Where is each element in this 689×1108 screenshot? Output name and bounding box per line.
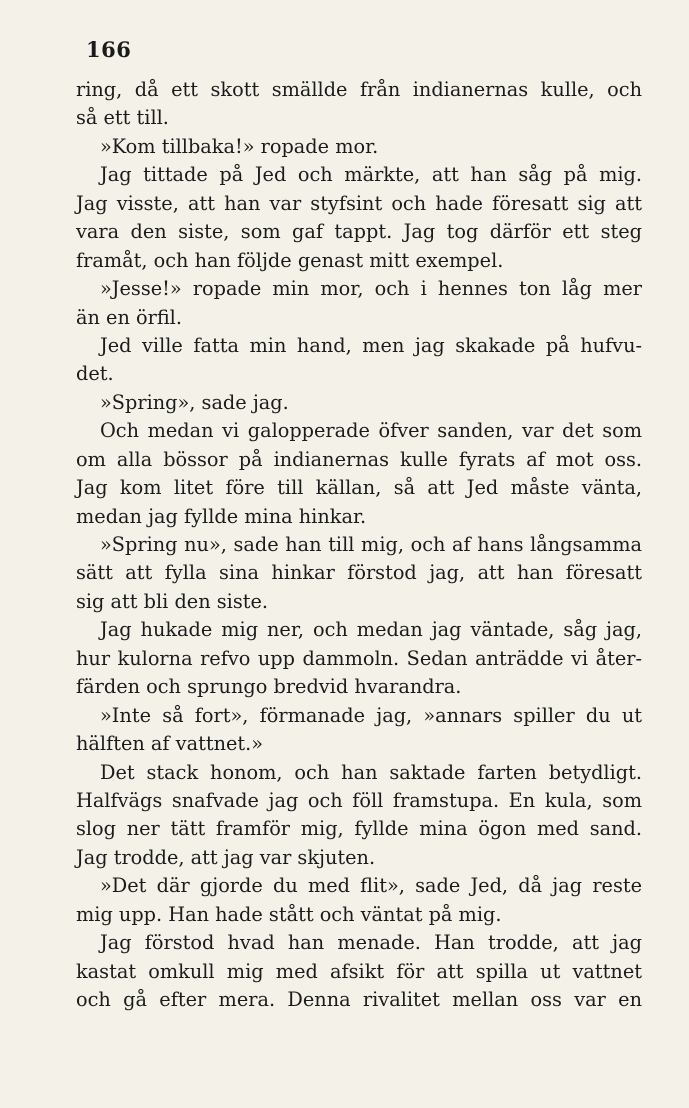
text-line: ring, då ett skott smällde från indianernas kulle, och	[76, 78, 642, 101]
text-line: sig att bli den siste.	[76, 589, 269, 613]
text-line: sätt att fylla sina hinkar förstod jag, att han föresatt	[76, 561, 642, 585]
text-line: Jed ville fatta min hand, men jag skakade på hufvu-	[100, 333, 642, 357]
text-line: »Jesse!» ropade min mor, och i hennes ton låg mer	[100, 277, 642, 301]
text-line: om alla bössor på indianernas kulle fyrats af mot oss.	[76, 447, 642, 471]
text-line: vara den siste, som gaf tappt. Jag tog därför ett steg	[76, 220, 642, 244]
text-line: så ett till.	[76, 106, 169, 130]
text-line: slog ner tätt framför mig, fyllde mina ögon med sand.	[76, 817, 642, 841]
text-line: mig upp. Han hade stått och väntat på mig.	[76, 902, 502, 926]
body-text	[76, 76, 642, 1014]
text-line: Jag tittade på Jed och märkte, att han såg på mig.	[100, 163, 642, 187]
text-line: än en örfil.	[76, 305, 182, 329]
text-line: färden och sprungo bredvid hvarandra.	[76, 675, 462, 699]
text-line: »Spring», sade jag.	[100, 390, 289, 414]
page-number: 166	[86, 37, 132, 62]
text-line: framåt, och han följde genast mitt exempel.	[76, 248, 504, 272]
text-line: Jag trodde, att jag var skjuten.	[76, 845, 376, 869]
text-line: Jag förstod hvad han menade. Han trodde, att jag	[100, 931, 642, 955]
text-line: Det stack honom, och han saktade farten betydligt.	[100, 760, 642, 784]
text-line: Jag hukade mig ner, och medan jag väntade, såg jag,	[100, 618, 642, 642]
text-line: Jag visste, att han var styfsint och hade föresatt sig att	[76, 191, 642, 215]
text-line: och gå efter mera. Denna rivalitet mellan oss var en	[76, 988, 642, 1011]
text-line: »Kom tillbaka!» ropade mor.	[100, 134, 379, 158]
text-line: hur kulorna refvo upp dammoln. Sedan anträdde vi åter-	[76, 646, 642, 670]
text-line: hälften af vattnet.»	[76, 732, 264, 756]
text-line: »Inte så fort», förmanade jag, »annars spiller du ut	[100, 703, 642, 727]
text-line: »Det där gjorde du med flit», sade Jed, då jag reste	[100, 874, 642, 898]
text-line: kastat omkull mig med afsikt för att spilla ut vattnet	[76, 959, 642, 983]
text-line: det.	[76, 362, 114, 386]
text-line: Jag kom litet före till källan, så att Jed måste vänta,	[76, 476, 642, 500]
text-line: Och medan vi galopperade öfver sanden, var det som	[100, 419, 642, 443]
text-line: Halfvägs snafvade jag och föll framstupa. En kula, som	[76, 788, 642, 812]
text-line: medan jag fyllde mina hinkar.	[76, 504, 367, 528]
text-line: »Spring nu», sade han till mig, och af hans långsamma	[100, 533, 642, 556]
